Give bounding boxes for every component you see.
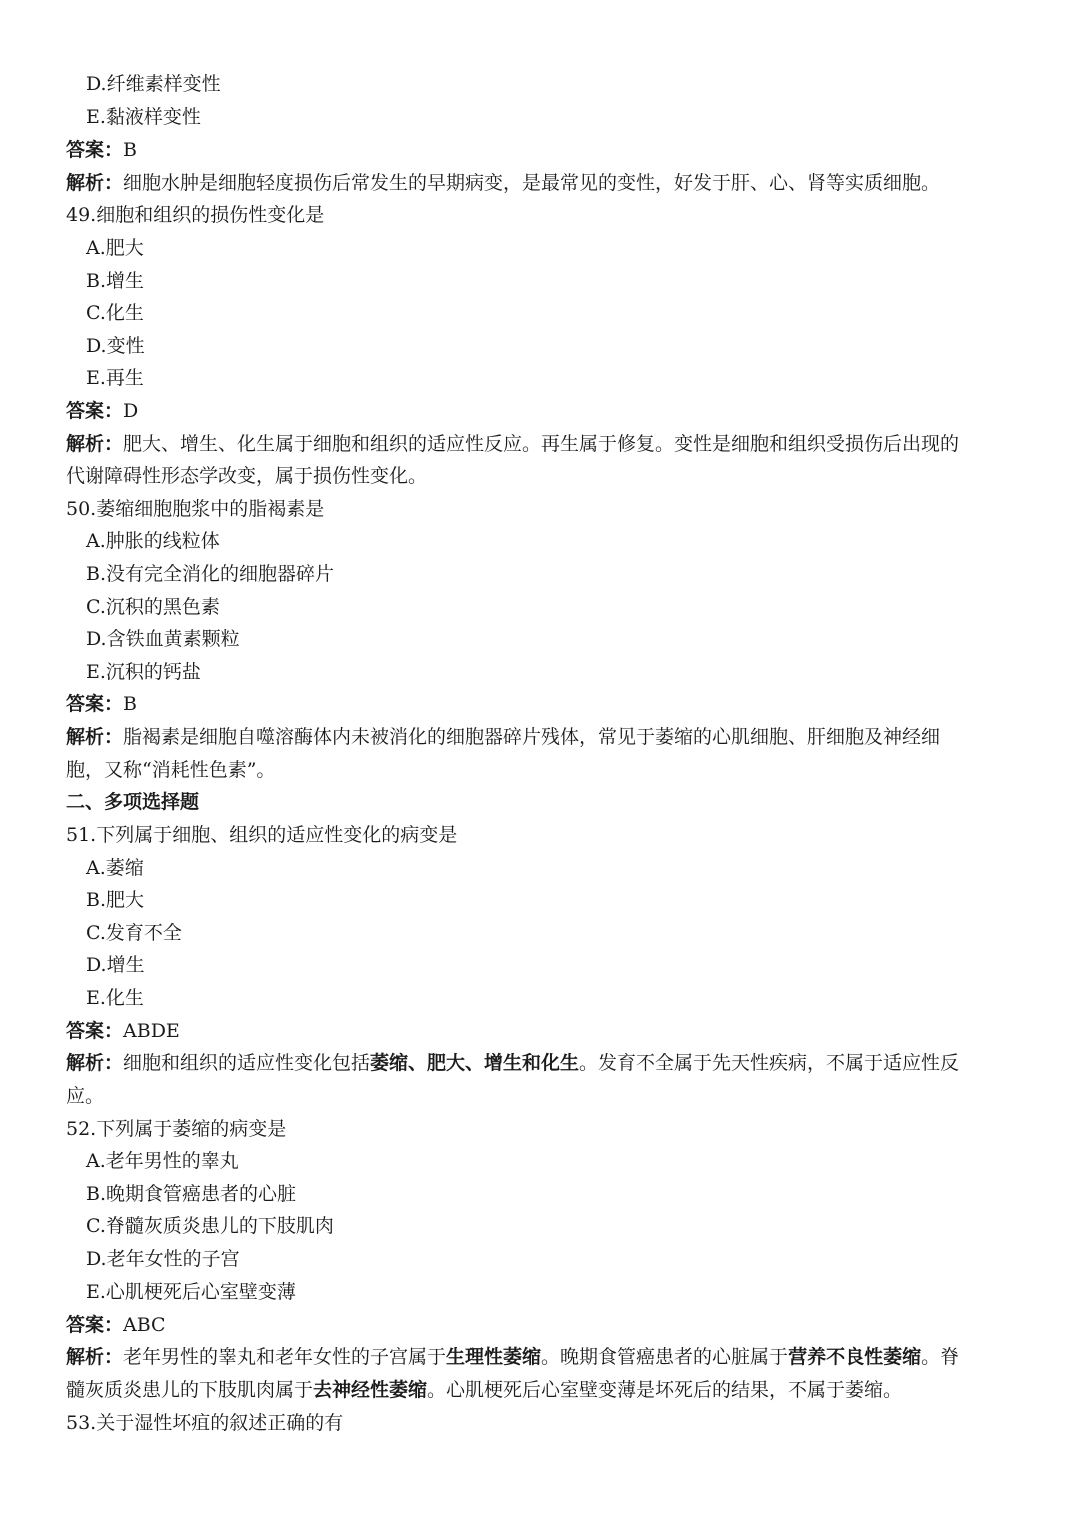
answer-value: B	[123, 693, 137, 715]
answer-label: 答案：	[66, 139, 124, 161]
answer-label: 答案：	[66, 400, 124, 422]
explanation-label: 解析：	[66, 1346, 124, 1368]
q50-explanation-cont: 胞，又称“消耗性色素”。	[66, 759, 276, 781]
q50-answer	[66, 692, 137, 716]
q51-explanation-cont: 应。	[66, 1085, 105, 1107]
answer-value: D	[123, 400, 139, 422]
q52-explanation	[66, 1345, 959, 1369]
explanation-emphasis: 营养不良性萎缩	[788, 1346, 922, 1368]
explanation-text: 细胞水肿是细胞轻度损伤后常发生的早期病变，是最常见的变性，好发于肝、心、肾等实质细胞。	[123, 172, 941, 194]
explanation-label: 解析：	[66, 172, 124, 194]
q50-explanation	[66, 725, 940, 749]
q52-option-a: A.老年男性的睾丸	[86, 1150, 239, 1172]
q49-question: 49.细胞和组织的损伤性变化是	[66, 204, 325, 226]
q51-answer	[66, 1019, 180, 1043]
q49-option-b: B.增生	[86, 270, 145, 292]
explanation-text: 。发育不全属于先天性疾病，不属于适应性反	[579, 1052, 960, 1074]
q52-answer	[66, 1313, 166, 1337]
q50-option-d: D.含铁血黄素颗粒	[86, 628, 240, 650]
q49-option-a: A.肥大	[86, 237, 144, 259]
q48-option-e: E.黏液样变性	[86, 106, 201, 128]
q52-option-c: C.脊髓灰质炎患儿的下肢肌肉	[86, 1215, 334, 1237]
q48-answer	[66, 138, 137, 162]
q51-option-e: E.化生	[86, 987, 144, 1009]
q50-option-b: B.没有完全消化的细胞器碎片	[86, 563, 335, 585]
explanation-text: 。心肌梗死后心室壁变薄是坏死后的结果，不属于萎缩。	[427, 1379, 903, 1401]
q49-explanation	[66, 432, 959, 456]
q48-explanation	[66, 171, 940, 195]
explanation-emphasis: 去神经性萎缩	[313, 1379, 428, 1401]
q52-option-e: E.心肌梗死后心室壁变薄	[86, 1281, 296, 1303]
q50-question: 50.萎缩细胞胞浆中的脂褐素是	[66, 498, 325, 520]
explanation-text: 脂褐素是细胞自噬溶酶体内未被消化的细胞器碎片残体，常见于萎缩的心肌细胞、肝细胞及神经细	[123, 726, 941, 748]
explanation-text: 。脊	[921, 1346, 960, 1368]
q50-option-a: A.肿胀的线粒体	[86, 530, 220, 552]
answer-label: 答案：	[66, 1314, 124, 1336]
q48-option-d: D.纤维素样变性	[86, 73, 221, 95]
q49-option-d: D.变性	[86, 335, 145, 357]
q52-option-b: B.晚期食管癌患者的心脏	[86, 1183, 297, 1205]
q49-option-c: C.化生	[86, 302, 144, 324]
explanation-text: 肥大、增生、化生属于细胞和组织的适应性反应。再生属于修复。变性是细胞和组织受损伤后出现的	[123, 433, 960, 455]
answer-value: ABC	[123, 1314, 166, 1336]
q49-option-e: E.再生	[86, 367, 144, 389]
q49-answer	[66, 399, 138, 423]
explanation-emphasis: 萎缩、肥大、增生和化生	[370, 1052, 580, 1074]
q51-explanation	[66, 1051, 959, 1075]
section-heading: 二、多项选择题	[66, 791, 200, 813]
q52-question: 52.下列属于萎缩的病变是	[66, 1118, 287, 1140]
answer-label: 答案：	[66, 693, 124, 715]
explanation-emphasis: 生理性萎缩	[446, 1346, 542, 1368]
q50-option-e: E.沉积的钙盐	[86, 661, 201, 683]
explanation-label: 解析：	[66, 726, 124, 748]
explanation-text: 。晚期食管癌患者的心脏属于	[541, 1346, 789, 1368]
q51-option-c: C.发育不全	[86, 922, 182, 944]
q52-explanation-cont	[66, 1378, 902, 1402]
q51-option-a: A.萎缩	[86, 857, 144, 879]
q51-option-d: D.增生	[86, 954, 145, 976]
answer-value: ABDE	[123, 1020, 180, 1042]
q50-option-c: C.沉积的黑色素	[86, 596, 220, 618]
q53-question: 53.关于湿性坏疽的叙述正确的有	[66, 1412, 344, 1434]
q51-option-b: B.肥大	[86, 889, 145, 911]
answer-label: 答案：	[66, 1020, 124, 1042]
explanation-text: 细胞和组织的适应性变化包括	[123, 1052, 371, 1074]
q51-question: 51.下列属于细胞、组织的适应性变化的病变是	[66, 824, 458, 846]
q49-explanation-cont: 代谢障碍性形态学改变，属于损伤性变化。	[66, 465, 428, 487]
q52-option-d: D.老年女性的子宫	[86, 1248, 240, 1270]
explanation-text: 老年男性的睾丸和老年女性的子宫属于	[123, 1346, 447, 1368]
explanation-text: 髓灰质炎患儿的下肢肌肉属于	[66, 1379, 314, 1401]
explanation-label: 解析：	[66, 1052, 124, 1074]
answer-value: B	[123, 139, 137, 161]
explanation-label: 解析：	[66, 433, 124, 455]
